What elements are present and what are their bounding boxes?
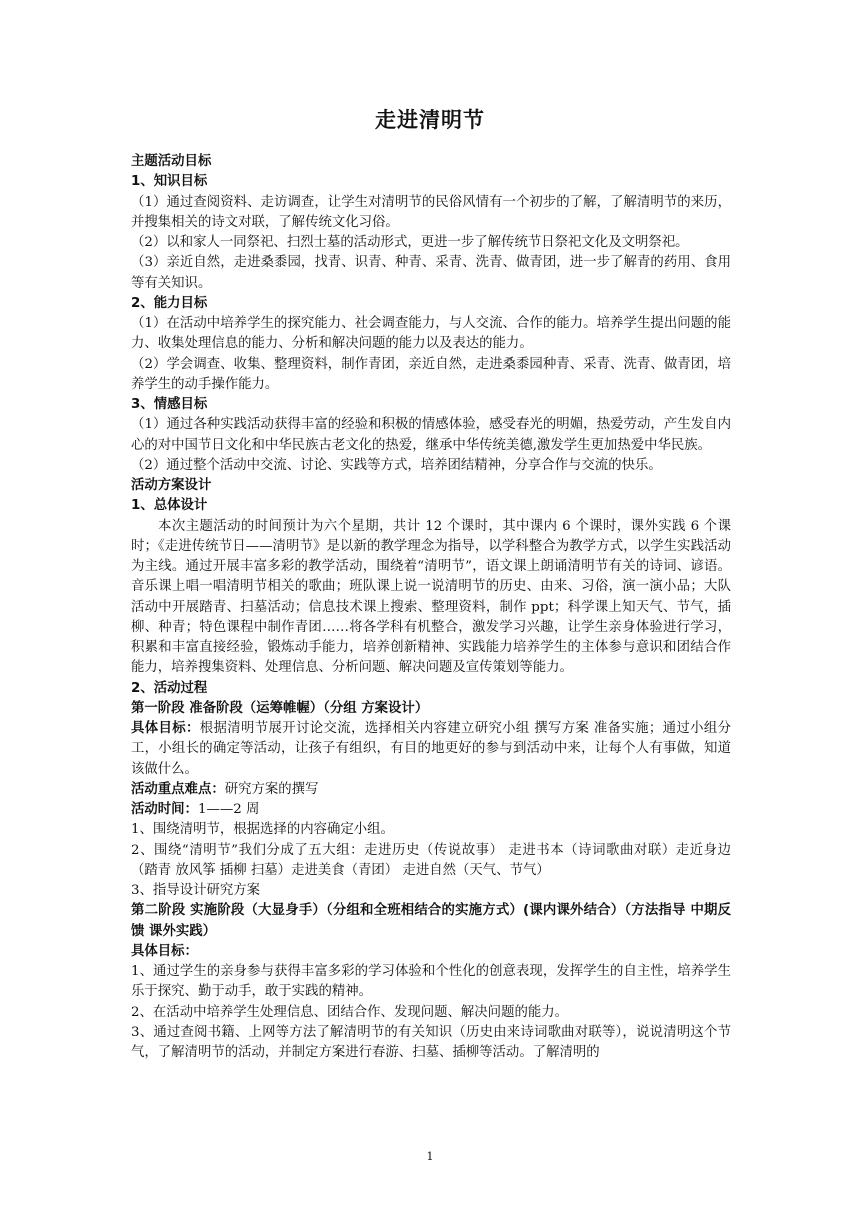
overall-paragraph: 本次主题活动的时间预计为六个星期，共计 12 个课时，其中课内 6 个课时，课外实践 6 个课时；《走进传统节日——清明节》是以新的教学理念为指导，以学科整合为教学方式，以学生实践活动为主线。通过开展丰富多彩的教学活动，围绕着“清明节”，语文课上朗诵清明节有关的诗词、谚语。音乐课上唱一唱清明节相关的歌曲；班队课上说一说清明节的历史、由来、习俗，演一演小品；大队活动中开展踏青、扫墓活动；信息技术课上搜索、整理资料，制作 ppt；科学课上知天气、节气，插柳、种青；特色课程中制作青团……将各学科有机整合，激发学习兴趣，让学生亲身体验进行学习，积累和丰富直接经验，锻炼动手能力，培养创新精神、实践能力培养学生的主体参与意识和团结合作能力，培养搜集资料、处理信息、分析问题、解决问题及宣传策划等能力。 [131, 518, 731, 676]
stage1-key-text: 研究方案的撰写 [224, 781, 319, 797]
knowledge-item-1: （1）通过查阅资料、走访调查，让学生对清明节的民俗风情有一个初步的了解，了解清明节的来历，并搜集相关的诗文对联，了解传统文化习俗。 [131, 194, 731, 230]
emotion-item-1: （1）通过各种实践活动获得丰富的经验和积极的情感体验，感受春光的明媚，热爱劳动，产生发自内心的对中国节日文化和中华民族古老文化的热爱，继承中华传统美德,激发学生更加热爱中华民族。 [131, 417, 731, 453]
ability-item-2: （2）学会调查、收集、整理资料，制作青团，亲近自然，走进桑黍园种青、采青、洗青、做青团，培养学生的动手操作能力。 [131, 356, 731, 392]
stage1-goal [131, 719, 731, 780]
stage2-goal-3: 3、通过查阅书籍、上网等方法了解清明节的有关知识（历史由来诗词歌曲对联等），说说清明这个节气，了解清明节的活动，并制定方案进行春游、扫墓、插柳等活动。了解清明的 [131, 1024, 731, 1060]
stage1-time [131, 800, 731, 820]
overall-heading: 1、总体设计 [131, 498, 208, 514]
stage1-key-label: 活动重点难点： [131, 781, 225, 797]
stage2-goal-1: 1、通过学生的亲身参与获得丰富多彩的学习体验和个性化的创意表现，发挥学生的自主性，培养学生乐于探究、勤于动手，敢于实践的精神。 [131, 964, 731, 1000]
stage2-goal-heading: 具体目标： [131, 943, 198, 959]
stage1-heading: 第一阶段 准备阶段（运筹帷幄）（分组 方案设计） [131, 700, 429, 716]
stage1-goal-text: 根据清明节展开讨论交流，选择相关内容建立研究小组 撰写方案 准备实施；通过小组分工，小组长的确定等活动，让孩子有组织，有目的地更好的参与到活动中来，让每个人有事做，知道该做什么。 [131, 721, 732, 777]
stage2-heading: 第二阶段 实施阶段（大显身手）（分组和全班相结合的实施方式）(课内课外结合）（方法指导 中期反馈 课外实践） [131, 903, 731, 939]
stage2-goal-2: 2、在活动中培养学生处理信息、团结合作、发现问题、解决问题的能力。 [131, 1004, 569, 1020]
goals-heading: 主题活动目标 [131, 154, 212, 169]
stage1-time-label: 活动时间： [131, 802, 198, 817]
stage1-step-2: 2、围绕“清明节”我们分成了五大组：走进历史（传说故事） 走进书本（诗词歌曲对联）走近身边（踏青 放风筝 插柳 扫墓）走进美食（青团） 走进自然（天气、节气） [131, 842, 731, 878]
document-title: 走进清明节 [375, 108, 485, 132]
page-number: 1 [426, 1150, 434, 1163]
process-heading: 2、活动过程 [131, 680, 208, 696]
plan-heading: 活动方案设计 [131, 478, 212, 493]
knowledge-heading: 1、知识目标 [131, 174, 208, 190]
emotion-item-2: （2）通过整个活动中交流、讨论、实践等方式，培养团结精神，分享合作与交流的快乐。 [131, 457, 662, 473]
document-body [131, 152, 731, 1063]
emotion-heading: 3、情感目标 [131, 397, 208, 412]
ability-heading: 2、能力目标 [131, 295, 208, 311]
knowledge-item-2: （2）以和家人一同祭祀、扫烈士墓的活动形式，更进一步了解传统节日祭祀文化及文明祭祀。 [131, 235, 689, 250]
stage1-time-text: 1——2 周 [197, 802, 260, 817]
knowledge-item-3: （3）亲近自然，走进桑黍园，找青、识青、种青、采青、洗青、做青团，进一步了解青的药用、食用等有关知识。 [131, 255, 731, 291]
stage1-step-1: 1、围绕清明节，根据选择的内容确定小组。 [131, 822, 394, 838]
stage1-goal-label: 具体目标： [131, 721, 200, 736]
ability-item-1: （1）在活动中培养学生的探究能力、社会调查能力，与人交流、合作的能力。培养学生提出问题的能力、收集处理信息的能力、分析和解决问题的能力以及表达的能力。 [131, 316, 731, 352]
stage1-step-3: 3、指导设计研究方案 [131, 883, 261, 898]
stage1-key [131, 780, 731, 800]
